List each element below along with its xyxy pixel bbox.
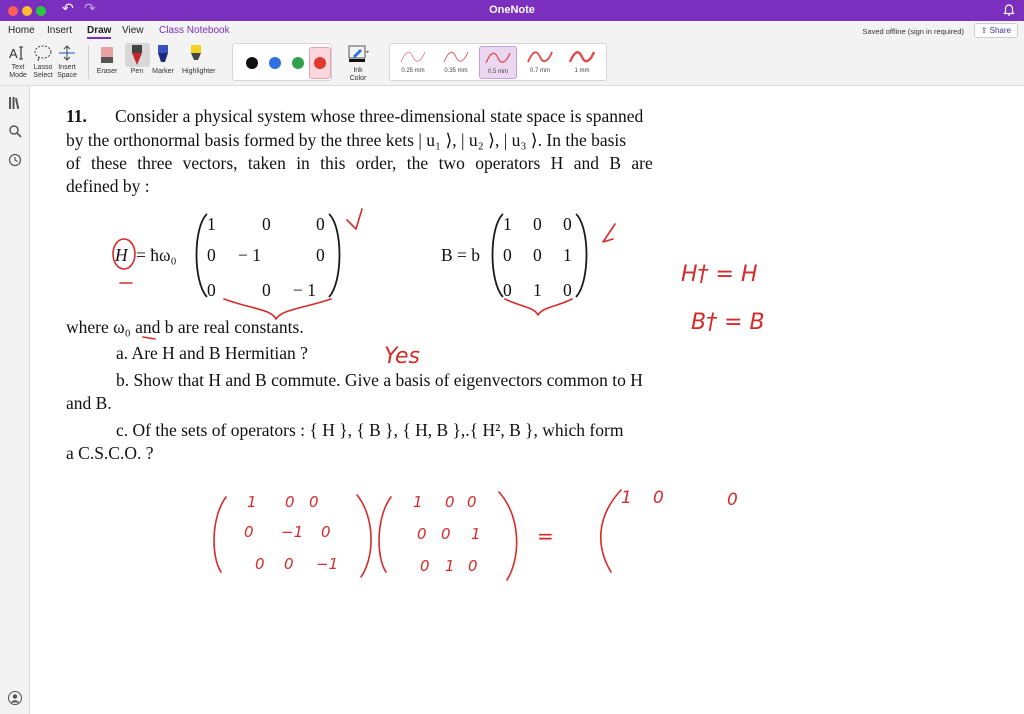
thickness-option-1mm[interactable] [563,46,601,79]
draw-ribbon [0,40,1024,86]
stroke-preview-icon [483,49,513,67]
thickness-option-0-25mm[interactable] [394,46,432,79]
H-matrix-cell: 0 [316,214,325,234]
text-mode-button[interactable] [4,44,32,80]
marker-button[interactable] [149,44,177,76]
product-right-cell: 1 [413,493,423,511]
insert-space-label-1: Insert [58,64,76,71]
B-matrix-cell: 0 [503,245,512,265]
handwriting-ink-layer [31,87,1024,714]
problem-line-5: where ω₀ and b are real constants. [66,317,304,337]
notification-bell-icon[interactable] [1002,3,1016,17]
eraser-button[interactable] [93,44,121,76]
question-c-line-2: a C.S.C.O. ? [66,443,154,463]
pen-color-palette [232,43,332,81]
product-left-cell: 0 [309,493,319,511]
thickness-label: 0.7 mm [529,68,550,74]
product-left-cell: 0 [255,555,265,573]
highlighter-label: Highlighter [182,68,216,75]
highlighter-icon [186,44,206,66]
tab-insert[interactable]: Insert [47,25,73,36]
B-prefactor: B = b [441,245,481,265]
product-right-cell: 1 [471,525,481,543]
question-b-line-1: b. Show that H and B commute. Give a basis of eigenvectors common to H [116,370,643,390]
B-matrix-cell: 0 [533,245,542,265]
result-cell: 1 [621,488,632,508]
color-swatch-blue[interactable] [269,57,281,69]
B-matrix-cell: 0 [533,214,542,234]
title-bar [0,0,1024,21]
B-right-bracket [576,214,587,297]
checkmark-H [347,209,362,229]
insert-space-button[interactable] [53,44,81,80]
B-matrix-cell: 0 [503,280,512,300]
H-left-bracket [197,214,208,297]
stroke-preview-icon [567,48,597,66]
close-window-button[interactable] [8,6,18,16]
problem-line-3: of these three vectors, taken in this order, the two operators H and B are [66,153,653,173]
H-matrix-cell: 0 [316,245,325,265]
text-mode-label-1: Text [11,64,25,71]
problem-line-4: defined by : [66,176,150,196]
stroke-preview-icon [441,48,471,66]
color-swatch-red[interactable] [314,57,326,69]
left-sidebar [0,86,30,714]
lasso-label-1: Lasso [33,64,53,71]
product-right-cell: 1 [445,557,455,575]
product-left-cell: 0 [285,493,295,511]
app-title: OneNote [489,4,535,16]
thickness-label: 0.35 mm [444,68,468,74]
B-matrix-cell: 1 [533,280,542,300]
result-cell: 0 [653,488,664,508]
product-right-cell: 0 [445,493,455,511]
recent-clock-icon[interactable] [8,153,22,167]
pen-icon [127,44,147,66]
handwritten-equals: = [537,524,554,548]
marker-icon [153,44,173,66]
H-symbol: H [115,245,128,265]
undo-icon[interactable]: ↶ [62,1,74,17]
product-right-cell: 0 [420,557,430,575]
H-matrix-cell: 0 [207,280,216,300]
product-right-close-bracket [499,492,517,580]
share-label: Share [989,26,1011,35]
pen-label: Pen [130,68,144,75]
H-matrix-cell: 0 [262,280,271,300]
highlighter-button[interactable] [182,44,216,76]
product-left-open-bracket [214,497,226,572]
product-right-cell: 0 [467,493,477,511]
B-left-bracket [493,214,504,297]
result-open-bracket [601,490,621,572]
share-icon: ⇪ [980,26,990,35]
thickness-label: 1 mm [574,68,590,74]
lasso-label-2: Select [33,72,53,79]
thickness-label: 0.5 mm [487,69,508,75]
B-matrix-cell: 0 [563,280,572,300]
H-prefactor: = ħω₀ [136,245,177,265]
H-matrix-cell: 0 [207,245,216,265]
handwritten-h-dagger: H† = H [681,262,758,287]
product-left-cell: 0 [321,523,331,541]
stroke-thickness-palette [389,43,607,81]
product-right-cell: 0 [417,525,427,543]
product-left-cell: 1 [247,493,257,511]
stroke-preview-icon [398,48,428,66]
text-mode-icon [8,44,28,62]
question-c-line-1: c. Of the sets of operators : { H }, { B }, { H, B },.{ H², B }, which form [116,420,624,440]
share-button[interactable] [974,23,1018,38]
eraser-label: Eraser [96,68,118,75]
problem-line-2: by the orthonormal basis formed by the three kets | u₁ ⟩, | u₂ ⟩, | u₃ ⟩. In the basis [66,130,627,150]
search-icon[interactable] [8,124,22,138]
product-left-close-bracket [357,495,371,577]
pen-button[interactable] [123,44,151,76]
thickness-option-0-35mm[interactable] [437,46,475,79]
redo-icon[interactable]: ↷ [84,1,96,17]
ink-color-button[interactable] [339,44,377,83]
H-matrix-cell: − 1 [293,280,316,300]
product-right-cell: 0 [441,525,451,543]
H-matrix-cell: 0 [262,214,271,234]
B-matrix-cell: 1 [563,245,572,265]
maximize-window-button[interactable] [36,6,46,16]
color-swatch-black[interactable] [246,57,258,69]
product-left-cell: −1 [281,523,304,541]
thickness-option-0-5mm[interactable] [479,46,517,79]
problem-line-1: Consider a physical system whose three-dimensional state space is spanned [115,106,644,126]
checkmark-B [603,224,615,242]
question-b-line-2: and B. [66,393,112,413]
H-matrix-cell: − 1 [238,245,261,265]
ink-color-label-2: Color [349,75,367,82]
stroke-preview-icon [525,48,555,66]
notebooks-icon[interactable] [8,96,22,110]
saved-status: Saved offline (sign in required) [862,27,964,36]
handwritten-b-dagger: B† = B [691,310,765,335]
circle-around-H [113,239,135,269]
lasso-icon [33,44,53,62]
eraser-icon [97,44,117,66]
tab-draw[interactable]: Draw [87,25,111,39]
underbrace-B [505,299,572,315]
insert-space-label-2: Space [57,72,77,79]
tab-view[interactable]: View [122,25,144,36]
color-swatch-green[interactable] [292,57,304,69]
underbrace-H [224,299,331,319]
tab-home[interactable]: Home [8,25,35,36]
product-left-cell: 0 [284,555,294,573]
handwritten-yes: Yes [384,344,421,369]
tab-class-notebook[interactable]: Class Notebook [159,25,230,36]
ribbon-divider [88,45,89,79]
problem-number: 11. [66,106,87,126]
product-left-cell: 0 [244,523,254,541]
B-matrix-cell: 0 [563,214,572,234]
printed-matrix-brackets [197,214,587,297]
H-matrix-cell: 1 [207,214,216,234]
result-cell: 0 [727,490,738,510]
mark-near-a [143,337,155,339]
ribbon-tabs [0,21,1024,40]
H-right-bracket [329,214,340,297]
product-right-open-bracket [379,497,391,572]
thickness-option-0-7mm[interactable] [521,46,559,79]
handwritten-text [244,262,765,575]
ink-color-label-1: Ink [353,67,363,74]
text-mode-label-2: Mode [9,72,27,79]
svg-text:A: A [9,46,18,61]
insert-space-icon [57,44,77,62]
product-left-cell: −1 [316,555,339,573]
note-page[interactable] [31,87,1024,714]
minimize-window-button[interactable] [22,6,32,16]
account-avatar-icon[interactable] [8,691,22,705]
product-right-cell: 0 [468,557,478,575]
thickness-label: 0.25 mm [401,68,425,74]
B-matrix-cell: 1 [503,214,512,234]
marker-label: Marker [152,68,174,75]
question-a: a. Are H and B Hermitian ? [116,343,308,363]
ink-color-icon [346,44,370,64]
